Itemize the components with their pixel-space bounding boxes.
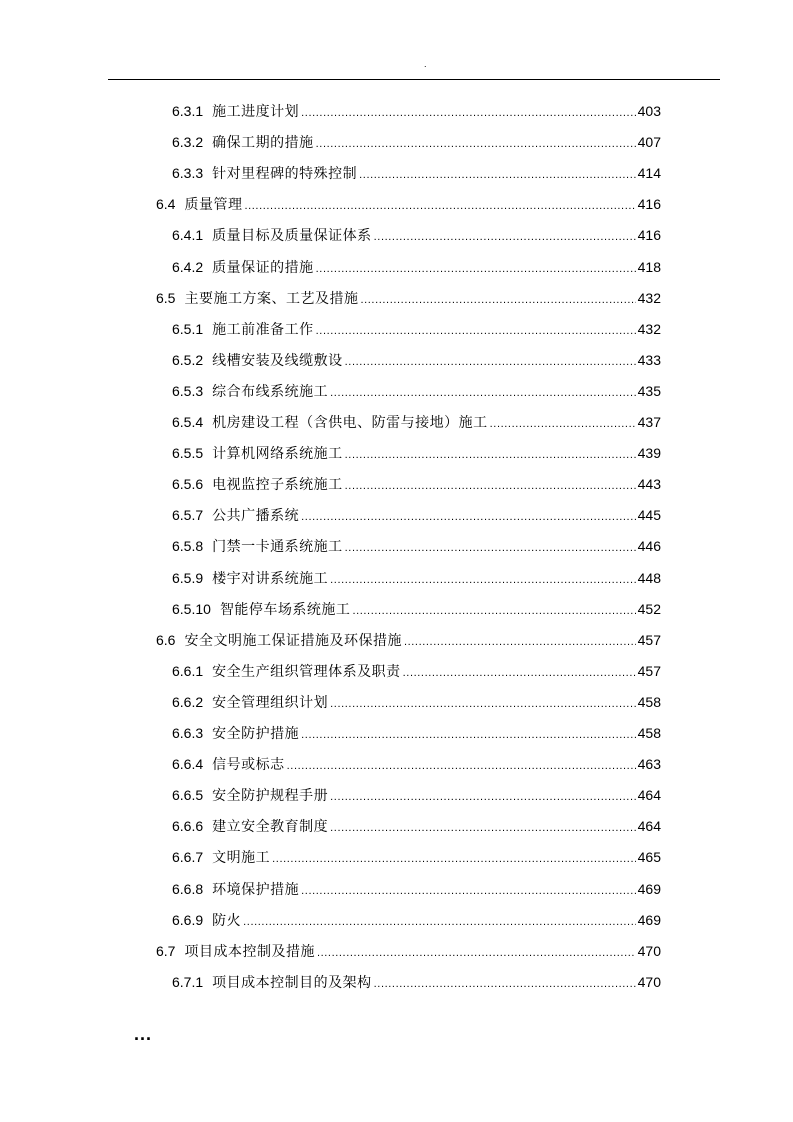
toc-entry-page-number: 464: [637, 787, 661, 803]
toc-entry[interactable]: [172, 718, 661, 749]
toc-entry-page-number: 446: [637, 538, 661, 554]
toc-entry-title: 安全防护规程手册: [212, 788, 329, 804]
toc-dot-leader: [360, 285, 635, 316]
toc-entry-page-number: 469: [637, 912, 661, 928]
toc-entry[interactable]: [172, 749, 661, 780]
toc-entry[interactable]: [172, 469, 661, 500]
toc-entry-title: 综合布线系统施工: [212, 384, 329, 400]
toc-entry-title: 信号或标志: [212, 757, 285, 773]
toc-entry-page-number: 432: [637, 290, 661, 306]
toc-entry-page-number: 414: [637, 165, 661, 181]
toc-entry-number: 6.4.2: [172, 259, 204, 275]
header-rule: [108, 79, 720, 80]
toc-entry-number: 6.5.2: [172, 352, 204, 368]
toc-entry-title: 施工前准备工作: [212, 322, 314, 338]
toc-entry-page-number: 437: [637, 414, 661, 430]
toc-entry[interactable]: [172, 252, 661, 283]
toc-entry-page-number: 463: [637, 756, 661, 772]
toc-entry[interactable]: [156, 625, 661, 656]
toc-dot-leader: [359, 160, 636, 191]
toc-entry-number: 6.6.2: [172, 694, 204, 710]
toc-entry-number: 6.3.3: [172, 165, 204, 181]
toc-entry[interactable]: [172, 314, 661, 345]
toc-entry-title: 安全生产组织管理体系及职责: [212, 664, 401, 680]
toc-dot-leader: [374, 969, 636, 1000]
toc-entry-number: 6.6.9: [172, 912, 204, 928]
toc-entry-title: 机房建设工程（含供电、防雷与接地）施工: [212, 415, 488, 431]
toc-dot-leader: [345, 471, 636, 502]
toc-dot-leader: [316, 316, 636, 347]
toc-dot-leader: [490, 409, 636, 440]
toc-entry-number: 6.4.1: [172, 227, 204, 243]
toc-entry-title: 公共广播系统: [212, 508, 300, 524]
toc-entry[interactable]: [172, 531, 661, 562]
toc-entry-number: 6.6: [156, 632, 176, 648]
toc-entry[interactable]: [156, 189, 661, 220]
toc-entry-title: 门禁一卡通系统施工: [212, 539, 343, 555]
toc-entry-page-number: 457: [637, 663, 661, 679]
toc-dot-leader: [345, 347, 636, 378]
toc-entry-page-number: 416: [637, 196, 661, 212]
toc-dot-leader: [301, 98, 636, 129]
toc-dot-leader: [301, 502, 636, 533]
toc-entry[interactable]: [172, 345, 661, 376]
toc-entry[interactable]: [172, 376, 661, 407]
toc-entry-number: 6.5.9: [172, 570, 204, 586]
toc-entry-title: 楼宇对讲系统施工: [212, 571, 329, 587]
toc-entry-title: 质量目标及质量保证体系: [212, 228, 372, 244]
toc-dot-leader: [330, 782, 636, 813]
toc-entry-number: 6.5.7: [172, 507, 204, 523]
continuation-ellipsis: ...: [134, 1024, 153, 1044]
toc-entry-number: 6.5.5: [172, 445, 204, 461]
toc-entry-number: 6.6.6: [172, 818, 204, 834]
toc-entry-title: 项目成本控制及措施: [184, 944, 315, 960]
toc-entry-number: 6.3.2: [172, 134, 204, 150]
toc-entry-page-number: 464: [637, 818, 661, 834]
toc-entry-number: 6.6.5: [172, 787, 204, 803]
toc-entry[interactable]: [172, 158, 661, 189]
toc-entry[interactable]: [172, 500, 661, 531]
toc-entry[interactable]: [172, 563, 661, 594]
toc-entry-number: 6.5.1: [172, 321, 204, 337]
toc-entry-page-number: 448: [637, 570, 661, 586]
toc-dot-leader: [345, 533, 636, 564]
toc-entry[interactable]: [172, 407, 661, 438]
toc-dot-leader: [243, 907, 636, 938]
toc-dot-leader: [403, 658, 636, 689]
toc-entry-page-number: 418: [637, 259, 661, 275]
toc-entry-page-number: 458: [637, 725, 661, 741]
toc-entry-page-number: 416: [637, 227, 661, 243]
toc-dot-leader: [404, 627, 636, 658]
toc-entry-number: 6.7.1: [172, 974, 204, 990]
toc-entry-page-number: 452: [637, 601, 661, 617]
toc-entry[interactable]: [172, 594, 661, 625]
toc-entry-page-number: 439: [637, 445, 661, 461]
toc-dot-leader: [317, 938, 636, 969]
toc-entry-number: 6.5.8: [172, 538, 204, 554]
header-mark: .: [424, 59, 427, 69]
toc-entry-number: 6.5.4: [172, 414, 204, 430]
toc-entry-title: 环境保护措施: [212, 882, 300, 898]
toc-dot-leader: [330, 378, 636, 409]
toc-entry-title: 防火: [212, 913, 242, 929]
toc-entry-page-number: 433: [637, 352, 661, 368]
toc-entry-number: 6.5.3: [172, 383, 204, 399]
toc-entry-title: 质量保证的措施: [212, 260, 314, 276]
toc-entry-page-number: 458: [637, 694, 661, 710]
toc-entry[interactable]: [172, 905, 661, 936]
toc-entry-page-number: 465: [637, 849, 661, 865]
toc-entry-page-number: 407: [637, 134, 661, 150]
toc-entry-title: 建立安全教育制度: [212, 819, 329, 835]
toc-dot-leader: [272, 844, 636, 875]
toc-entry[interactable]: [172, 96, 661, 127]
toc-dot-leader: [316, 129, 636, 160]
toc-entry-number: 6.6.1: [172, 663, 204, 679]
toc-dot-leader: [244, 191, 635, 222]
toc-entry[interactable]: [172, 438, 661, 469]
toc-entry-number: 6.6.4: [172, 756, 204, 772]
toc-dot-leader: [374, 222, 636, 253]
toc-entry-number: 6.7: [156, 943, 176, 959]
toc-entry-number: 6.6.7: [172, 849, 204, 865]
toc-entry-title: 安全管理组织计划: [212, 695, 329, 711]
toc-entry-title: 施工进度计划: [212, 104, 300, 120]
toc-entry[interactable]: [156, 936, 661, 967]
toc-dot-leader: [301, 876, 636, 907]
toc-entry-page-number: 443: [637, 476, 661, 492]
toc-entry-title: 项目成本控制目的及架构: [212, 975, 372, 991]
toc-dot-leader: [345, 440, 636, 471]
toc-dot-leader: [301, 720, 636, 751]
toc-entry-page-number: 470: [637, 974, 661, 990]
toc-entry-title: 安全文明施工保证措施及环保措施: [184, 633, 402, 649]
toc-dot-leader: [352, 596, 635, 627]
toc-entry[interactable]: [172, 220, 661, 251]
toc-entry-title: 电视监控子系统施工: [212, 477, 343, 493]
toc-entry[interactable]: [172, 874, 661, 905]
toc-entry-number: 6.4: [156, 196, 176, 212]
toc-entry-title: 线槽安装及线缆敷设: [212, 353, 343, 369]
toc-entry-title: 确保工期的措施: [212, 135, 314, 151]
toc-entry-number: 6.5: [156, 290, 176, 306]
toc-dot-leader: [330, 813, 636, 844]
toc-entry[interactable]: [156, 283, 661, 314]
toc-entry-title: 质量管理: [184, 197, 243, 213]
toc-entry[interactable]: [172, 780, 661, 811]
toc-entry-title: 安全防护措施: [212, 726, 300, 742]
toc-entry-page-number: 432: [637, 321, 661, 337]
toc-entry-page-number: 457: [637, 632, 661, 648]
toc-entry-number: 6.5.10: [172, 601, 211, 617]
toc-entry[interactable]: [172, 127, 661, 158]
toc-entry-title: 主要施工方案、工艺及措施: [184, 291, 359, 307]
toc-entry-number: 6.3.1: [172, 103, 204, 119]
toc-entry-title: 计算机网络系统施工: [212, 446, 343, 462]
toc-entry-page-number: 403: [637, 103, 661, 119]
toc-entry[interactable]: [172, 811, 661, 842]
toc-dot-leader: [330, 689, 636, 720]
toc-entry[interactable]: [172, 842, 661, 873]
toc-dot-leader: [330, 565, 636, 596]
toc-entry-page-number: 445: [637, 507, 661, 523]
toc-entry-page-number: 435: [637, 383, 661, 399]
toc-entry-title: 文明施工: [212, 850, 271, 866]
toc-entry[interactable]: [172, 967, 661, 998]
toc-entry-title: 针对里程碑的特殊控制: [212, 166, 358, 182]
toc-dot-leader: [287, 751, 636, 782]
toc-entry-number: 6.6.8: [172, 881, 204, 897]
toc-entry-page-number: 470: [637, 943, 661, 959]
toc-entry-title: 智能停车场系统施工: [219, 602, 351, 618]
toc-entry[interactable]: [172, 656, 661, 687]
toc-entry-number: 6.5.6: [172, 476, 204, 492]
toc-entry-page-number: 469: [637, 881, 661, 897]
toc-entry-number: 6.6.3: [172, 725, 204, 741]
toc-dot-leader: [316, 254, 636, 285]
toc-entry[interactable]: [172, 687, 661, 718]
